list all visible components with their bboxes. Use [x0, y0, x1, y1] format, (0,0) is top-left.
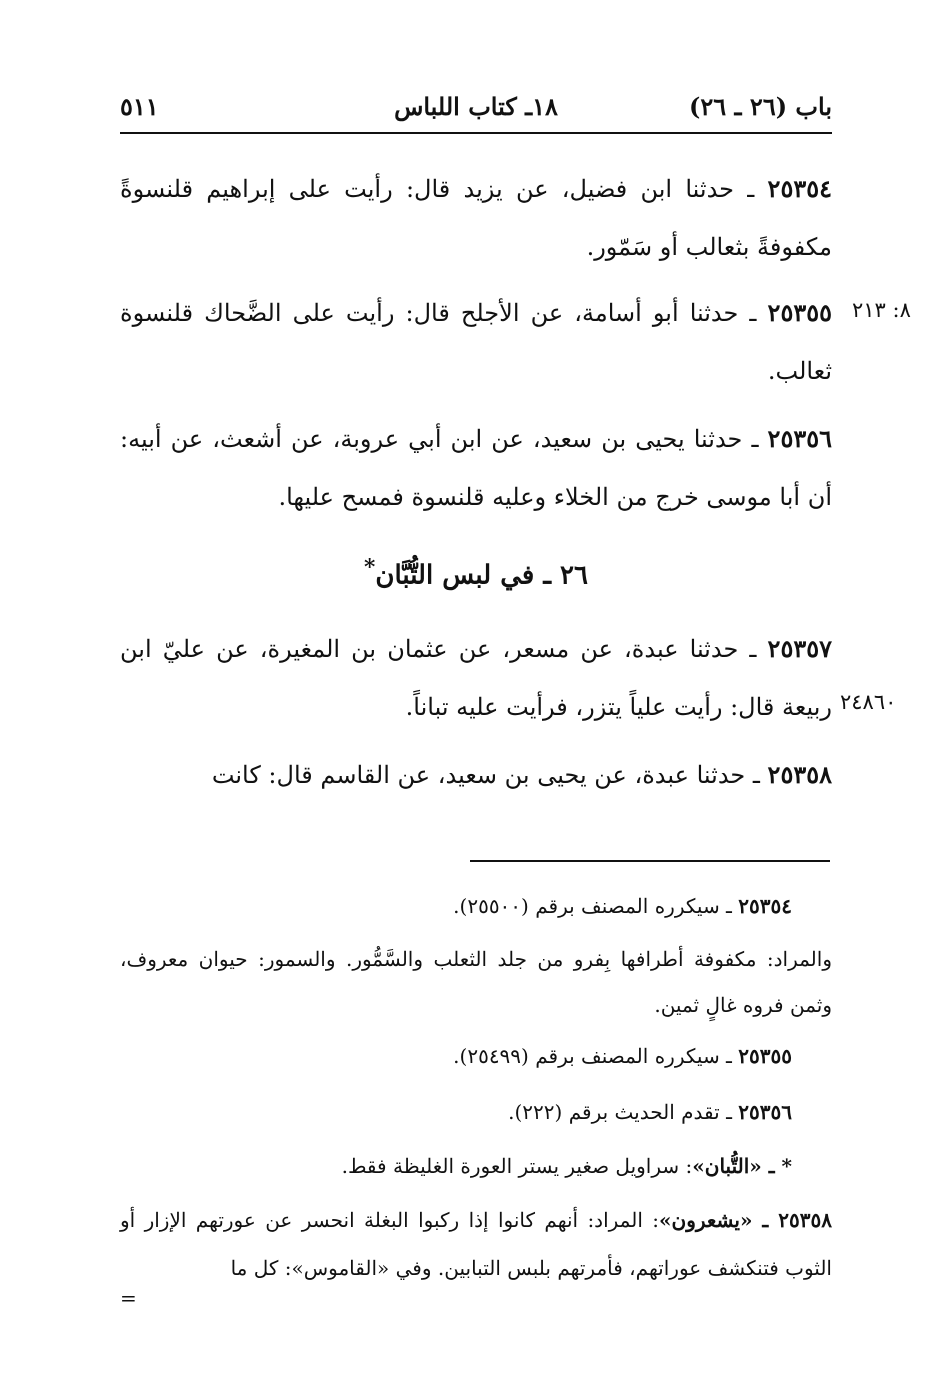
hadith-25356 — [120, 410, 832, 526]
footnote-25354 — [120, 882, 832, 930]
page-number: ٥١١ — [120, 92, 159, 121]
book-title: ١٨ـ كتاب اللباس — [394, 92, 558, 121]
footnote-tubban — [120, 1142, 832, 1190]
hadith-25357 — [120, 620, 832, 736]
footnote-text: ـ سيكرره المصنف برقم (٢٥٤٩٩). — [453, 1044, 739, 1068]
hadith-25354 — [120, 160, 832, 276]
footnote-text: : المراد: أنهم كانوا إذا ركبوا البغلة انحسر عن عورتهم الإزار أو الثوب فتنكشف عوراتهم، فأمرتهم بلبس التبابين. وفي «القاموس»: كل ما — [120, 1208, 832, 1280]
hadith-text: ـ حدثنا عبدة، عن مسعر، عن عثمان بن المغيرة، عن عليّ ابن ربيعة قال: رأيت علياً يتزر، فرأيت عليه تباناً. — [120, 635, 832, 721]
hadith-text: ـ حدثنا ابن فضيل، عن يزيد قال: رأيت على إبراهيم قلنسوةً مكفوفةً بثعالب أو سَمّور. — [120, 175, 832, 261]
hadith-number: ٢٥٣٥٧ — [767, 634, 832, 663]
footnote-number: ٢٥٣٥٨ ـ «يشعرون» — [659, 1208, 832, 1232]
hadith-number: ٢٥٣٥٨ — [767, 760, 832, 789]
footnote-25358 — [120, 1196, 832, 1292]
footnote-number: * ـ «التُّبان» — [692, 1154, 792, 1178]
hadith-number: ٢٥٣٥٤ — [767, 174, 832, 203]
hadith-text: ـ حدثنا يحيى بن سعيد، عن ابن أبي عروبة، عن أشعث، عن أبيه: أن أبا موسى خرج من الخلاء وعليه قلنسوة فمسح عليها. — [120, 425, 832, 511]
footnote-number: ٢٥٣٥٦ — [738, 1100, 792, 1124]
footnote-text: : سراويل صغير يستر العورة الغليظة فقط. — [341, 1154, 693, 1178]
footnote-text: والمراد: مكفوفة أطرافها بِفرو من جلد الثعلب والسَّمُّور. والسمور: حيوان معروف، وثمن فروه غالٍ ثمين. — [120, 947, 832, 1017]
chapter-reference: باب (٢٦ ـ ٢٦) — [689, 92, 832, 121]
header-divider — [120, 132, 832, 134]
footnote-number: ٢٥٣٥٤ — [738, 894, 792, 918]
footnote-25356 — [120, 1088, 832, 1136]
footnote-text: ـ تقدم الحديث برقم (٢٢٢). — [508, 1100, 739, 1124]
hadith-25358 — [120, 746, 832, 804]
hadith-number: ٢٥٣٥٦ — [767, 424, 832, 453]
chapter-heading — [120, 555, 832, 591]
footnote-explanation — [120, 936, 832, 1028]
margin-reference: ٢٤٨٦٠ — [840, 690, 897, 714]
footnote-number: ٢٥٣٥٥ — [738, 1044, 792, 1068]
continuation-mark: = — [120, 1286, 137, 1310]
footnote-divider — [470, 860, 830, 862]
footnote-25355 — [120, 1032, 832, 1080]
hadith-number: ٢٥٣٥٥ — [767, 298, 832, 327]
asterisk-mark: * — [364, 555, 376, 580]
hadith-25355 — [120, 284, 832, 400]
footnote-text: ـ سيكرره المصنف برقم (٢٥٥٠٠). — [453, 894, 739, 918]
chapter-title: ٢٦ ـ في لبس التُّبَّان — [375, 560, 588, 591]
page-header — [120, 84, 832, 128]
margin-reference: ٨: ٢١٣ — [852, 298, 911, 322]
hadith-text: ـ حدثنا أبو أسامة، عن الأجلح قال: رأيت على الضَّحاك قلنسوة ثعالب. — [120, 299, 832, 385]
hadith-text: ـ حدثنا عبدة، عن يحيى بن سعيد، عن القاسم قال: كانت — [211, 761, 768, 789]
